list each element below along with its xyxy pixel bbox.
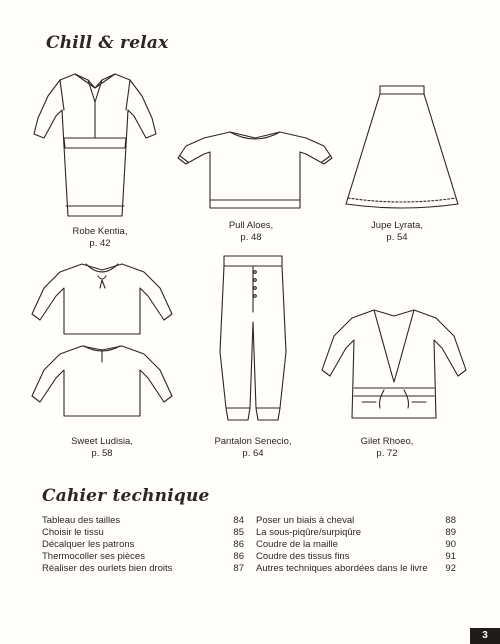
garment-name: Sweet Ludisia, [71, 436, 133, 447]
garment-name: Gilet Rhoeo, [360, 436, 414, 447]
toc-item[interactable] [42, 551, 244, 563]
garment-name: Robe Kentia, [72, 226, 128, 237]
garment-page: p. 72 [376, 448, 398, 459]
toc-label: Tableau des tailles [42, 515, 121, 526]
toc-label: Décalquer les patrons [42, 539, 135, 550]
toc-page: 88 [445, 515, 456, 526]
caption-sweet-ludisia [42, 436, 162, 460]
garment-page: p. 54 [386, 232, 408, 243]
toc-item[interactable] [256, 527, 456, 539]
toc-page: 84 [233, 515, 244, 526]
toc-item[interactable] [42, 539, 244, 551]
toc-page: 90 [445, 539, 456, 550]
cardigan-illustration [318, 304, 470, 426]
toc-page: 92 [445, 563, 456, 574]
page-number: 3 [470, 628, 500, 644]
section-title-cahier-technique: Cahier technique [42, 486, 210, 506]
toc-item[interactable] [256, 539, 456, 551]
toc-label: La sous-piqûre/surpiqûre [256, 527, 362, 538]
toc-page: 91 [445, 551, 456, 562]
toc-left-column [42, 515, 244, 575]
blouse-front-illustration [28, 258, 176, 338]
garment-page: p. 64 [242, 448, 264, 459]
toc-page: 86 [233, 551, 244, 562]
toc-item[interactable] [42, 563, 244, 575]
toc-label: Choisir le tissu [42, 527, 104, 538]
toc-item[interactable] [256, 563, 456, 575]
toc-page: 85 [233, 527, 244, 538]
caption-gilet-rhoeo [327, 436, 447, 460]
toc-item[interactable] [256, 551, 456, 563]
toc-label: Réaliser des ourlets bien droits [42, 563, 173, 574]
toc-page: 86 [233, 539, 244, 550]
toc-label: Thermocoller ses pièces [42, 551, 145, 562]
caption-robe-kentia [40, 226, 160, 250]
toc-item[interactable] [42, 515, 244, 527]
section-title-chill-relax: Chill & relax [46, 33, 169, 53]
skirt-illustration [344, 82, 460, 210]
toc-item[interactable] [42, 527, 244, 539]
dress-illustration [30, 66, 160, 224]
blouse-back-illustration [28, 340, 176, 420]
toc-label: Coudre des tissus fins [256, 551, 350, 562]
caption-pull-aloes [191, 220, 311, 244]
toc-label: Poser un biais à cheval [256, 515, 355, 526]
toc-page: 89 [445, 527, 456, 538]
caption-pantalon-senecio [193, 436, 313, 460]
sweater-illustration [176, 128, 334, 212]
garment-name: Pantalon Senecio, [214, 436, 292, 447]
toc-right-column [256, 515, 456, 575]
caption-jupe-lyrata [337, 220, 457, 244]
toc-item[interactable] [256, 515, 456, 527]
garment-name: Pull Aloes, [228, 220, 274, 231]
toc-label: Coudre de la maille [256, 539, 338, 550]
garment-page: p. 58 [91, 448, 113, 459]
garment-page: p. 42 [89, 238, 111, 249]
toc-label: Autres techniques abordées dans le livre [256, 563, 428, 574]
garment-page: p. 48 [240, 232, 262, 243]
trousers-illustration [212, 252, 294, 424]
toc-page: 87 [233, 563, 244, 574]
garment-name: Jupe Lyrata, [371, 220, 423, 231]
